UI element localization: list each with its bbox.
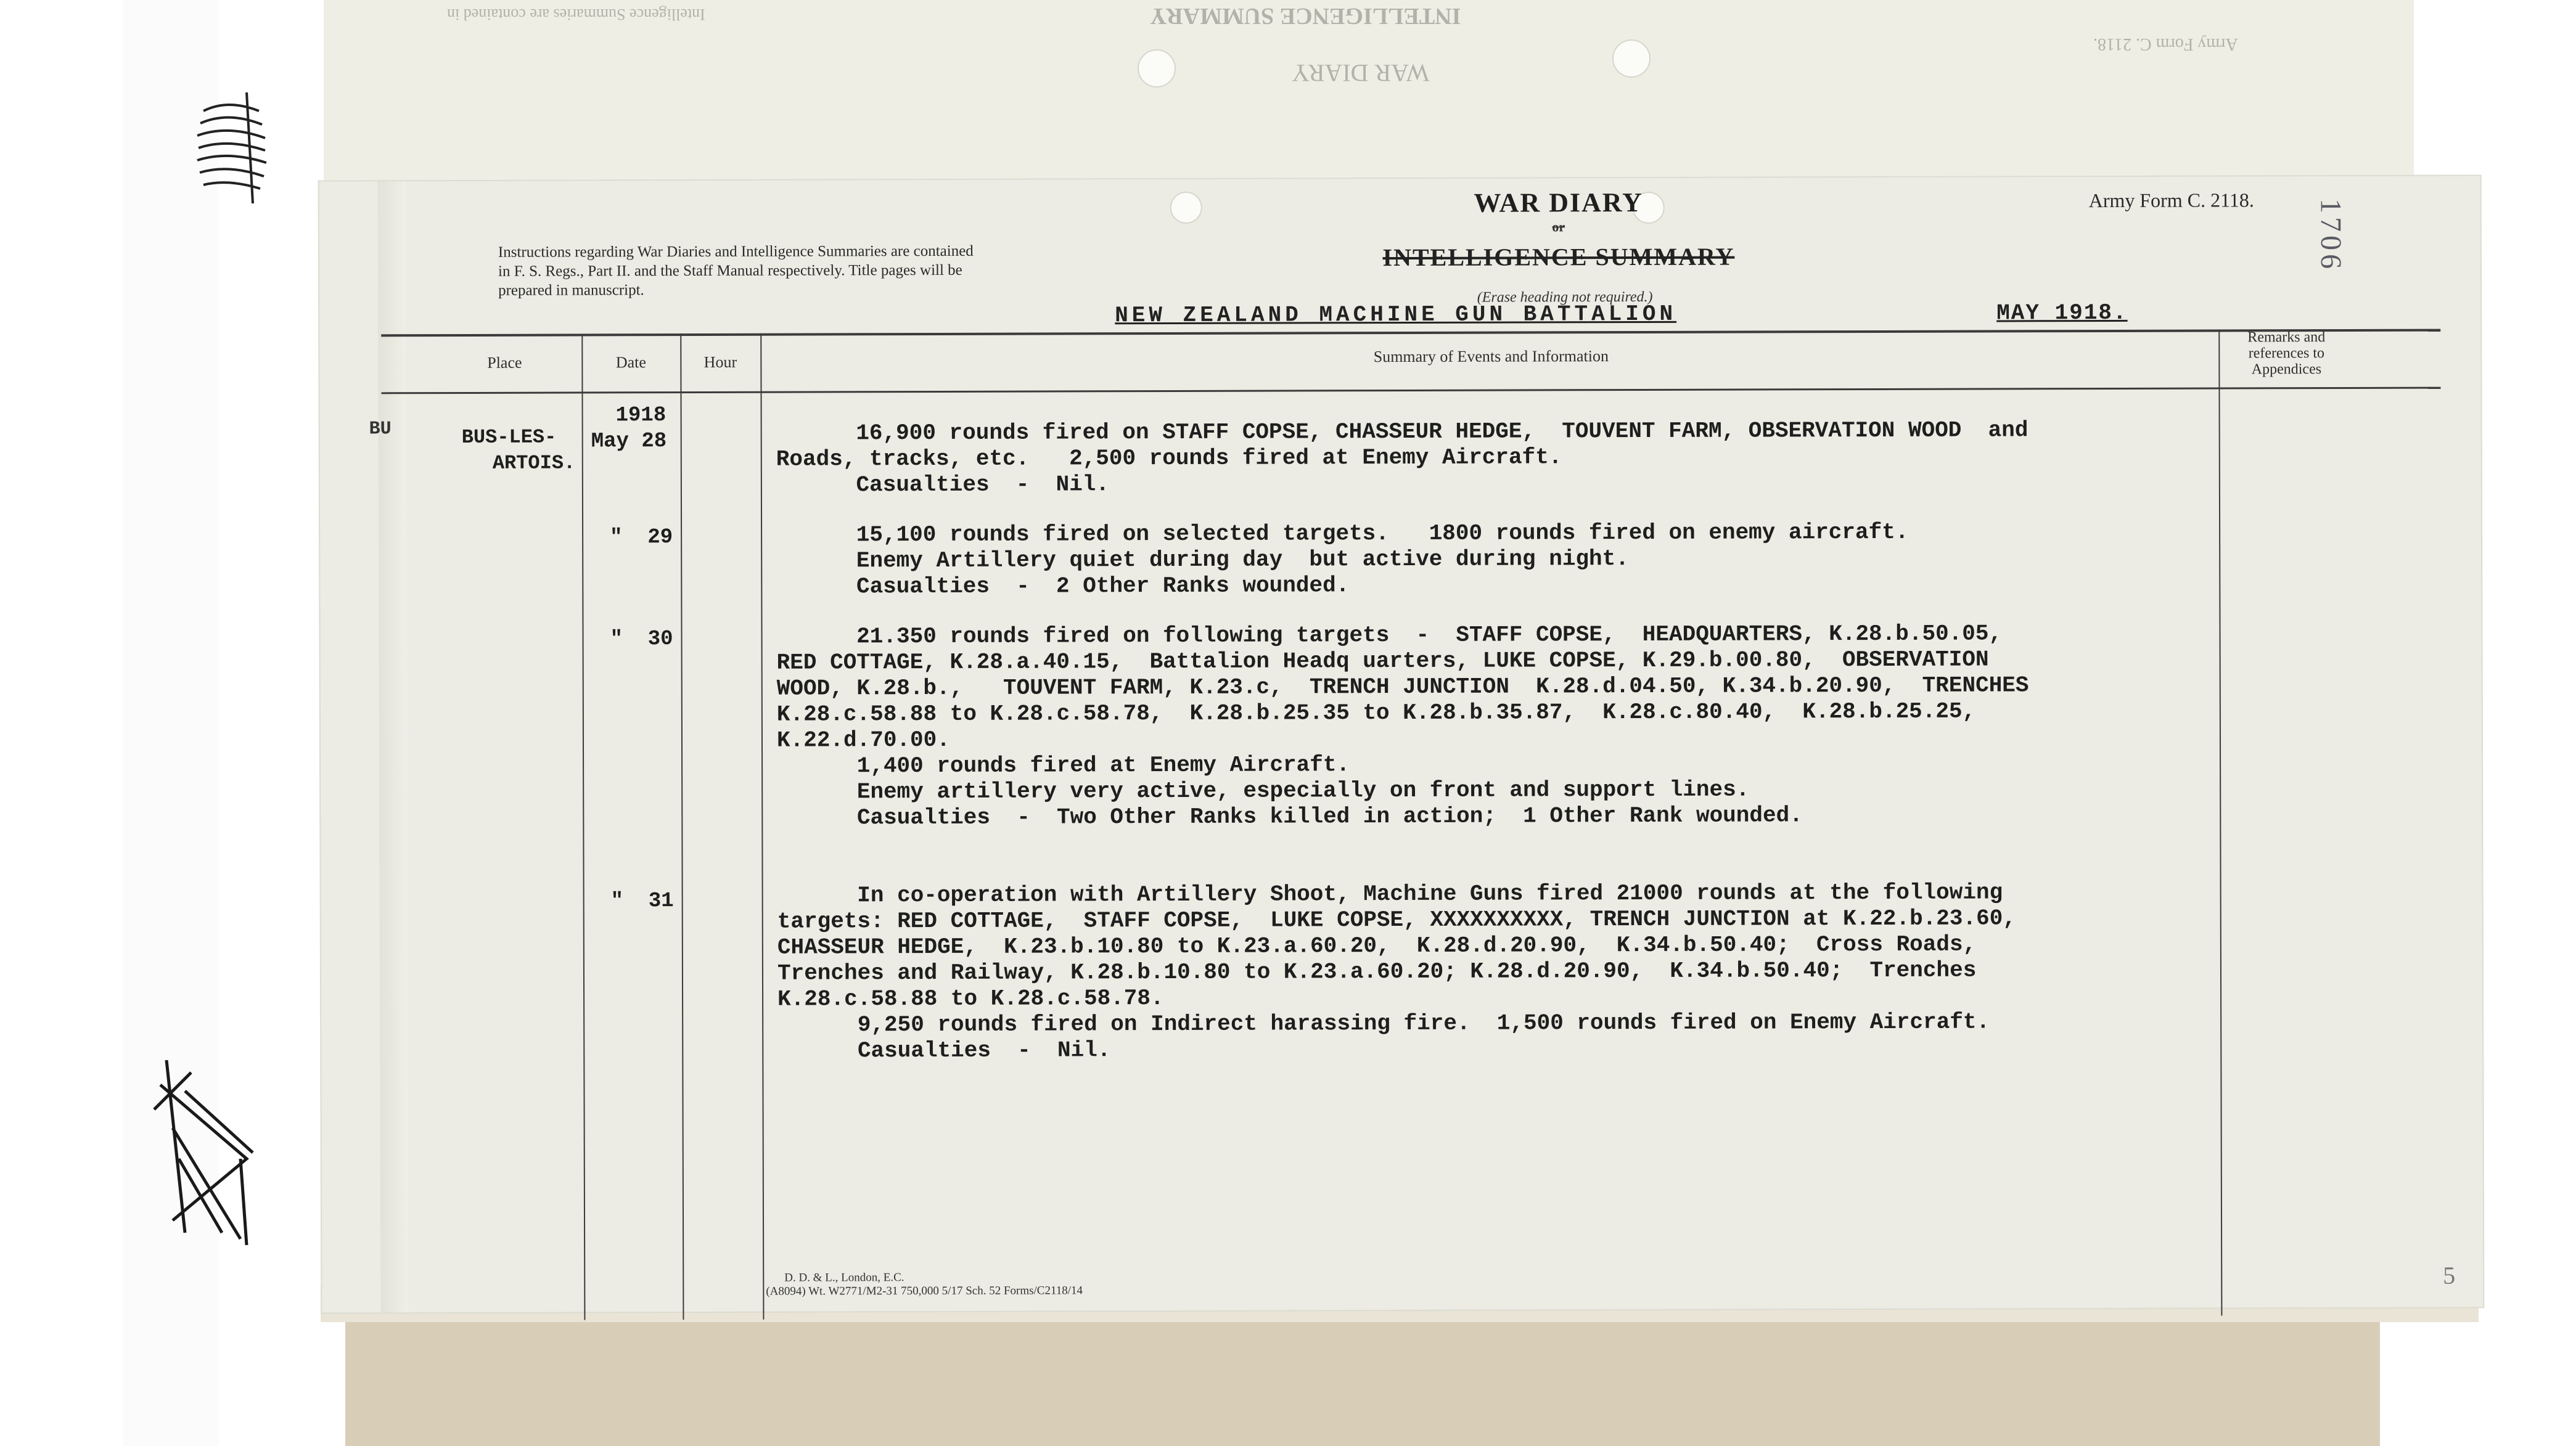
punch-hole <box>1138 49 1176 88</box>
col-header-hour: Hour <box>703 353 737 371</box>
summary-line: 1,400 rounds fired at Enemy Aircraft. <box>777 752 1350 779</box>
summary-line: Casualties - Nil. <box>776 472 1110 498</box>
summary-entry-may-31 <box>777 880 2017 1064</box>
summary-entry-may-29 <box>776 520 1909 600</box>
instructions-note: Instructions regarding War Diaries and Intelligence Summaries are contained in F. S. Regs., Part II. and the Staff Manual respectively. Title pages will be prepared in manuscript. <box>498 242 974 299</box>
summary-line: In co-operation with Artillery Shoot, Machine Guns fired 21000 rounds at the following <box>777 880 2003 909</box>
summary-line: K.28.c.58.88 to K.28.c.58.78. <box>777 986 1164 1012</box>
table-top-rule <box>381 329 2440 337</box>
subtitle-struck: INTELLIGENCE SUMMARY <box>1382 242 1735 272</box>
col-header-place: Place <box>487 353 522 372</box>
summary-line: 21.350 rounds fired on following targets - STAFF COPSE, HEADQUARTERS, K.28.b.50.05, <box>776 621 2003 650</box>
summary-line: 9,250 rounds fired on Indirect harassing fire. 1,500 rounds fired on Enemy Aircraft. <box>777 1009 1990 1038</box>
summary-line: K.22.d.70.00. <box>776 727 950 753</box>
table-header-rule <box>381 387 2440 394</box>
month-year: MAY 1918. <box>1996 300 2128 326</box>
col-divider-place <box>581 333 585 1320</box>
summary-line: WOOD, K.28.b., TOUVENT FARM, K.23.c, TRENCH JUNCTION K.28.d.04.50, K.34.b.20.90, TRENCHES <box>776 672 2029 701</box>
previous-page-edge <box>324 0 2414 183</box>
or-struck: or <box>1552 219 1565 235</box>
summary-line: 15,100 rounds fired on selected targets. 1800 rounds fired on enemy aircraft. <box>776 519 1909 548</box>
summary-line: Casualties - Nil. <box>777 1037 1111 1064</box>
mirror-text-1: Intelligence Summaries are contained in <box>447 6 705 23</box>
summary-line: Roads, tracks, etc. 2,500 rounds fired at Enemy Aircraft. <box>776 444 1562 472</box>
summary-line: Trenches and Railway, K.28.b.10.80 to K.23.a.60.20; K.28.d.20.90, K.34.b.50.40; Trenches <box>777 957 1977 986</box>
folder-backing <box>345 1307 2380 1446</box>
col-header-summary: Summary of Events and Information <box>1373 347 1609 366</box>
summary-line: targets: RED COTTAGE, STAFF COPSE, LUKE COPSE, XXXXXXXXXX, TRENCH JUNCTION at K.22.b.23.60, <box>777 905 2016 934</box>
row-date: 1918 May 28 <box>591 404 667 454</box>
summary-line: Casualties - 2 Other Ranks wounded. <box>776 573 1350 600</box>
row-place: BUS-LES- ARTOIS. <box>461 425 576 475</box>
summary-entry-may-28 <box>776 417 2028 498</box>
war-diary-sheet <box>319 176 2484 1312</box>
mirror-text-3: WAR DIARY <box>1292 59 1430 87</box>
mirror-text-2: INTELLIGENCE SUMMARY <box>1150 3 1461 29</box>
punch-hole <box>1170 192 1202 224</box>
page-title: WAR DIARY <box>1474 187 1643 218</box>
col-header-remarks: Remarks and references to Appendices <box>2247 329 2326 378</box>
sheet-fold <box>378 181 409 1312</box>
summary-line: Enemy Artillery quiet during day but active during night. <box>776 546 1629 574</box>
summary-line: Enemy artillery very active, especially on front and support lines. <box>777 777 1750 805</box>
summary-line: Casualties - Two Other Ranks killed in action; 1 Other Rank wounded. <box>777 803 1803 831</box>
col-header-date: Date <box>615 353 646 372</box>
erase-note: (Erase heading not required.) <box>1477 288 1653 306</box>
unit-name: NEW ZEALAND MACHINE GUN BATTALION <box>1115 301 1677 329</box>
row-date: " 29 <box>610 526 673 550</box>
summary-line: K.28.c.58.88 to K.28.c.58.78, K.28.b.25.35 to K.28.b.35.87, K.28.c.80.40, K.28.b.25.25, <box>776 698 1976 727</box>
army-form-number: Army Form C. 2118. <box>2088 189 2254 212</box>
summary-line: RED COTTAGE, K.28.a.40.15, Battalion Headq uarters, LUKE COPSE, K.29.b.00.80, OBSERVATION <box>776 647 1989 676</box>
col-divider-remarks <box>2218 330 2222 1316</box>
summary-line: 16,900 rounds fired on STAFF COPSE, CHASSEUR HEDGE, TOUVENT FARM, OBSERVATION WOOD and <box>776 417 2028 446</box>
col-divider-hour <box>760 333 764 1320</box>
margin-mark: BU <box>369 419 392 440</box>
row-date: " 31 <box>610 889 674 913</box>
pencil-scribble-bottom <box>148 1035 271 1251</box>
punch-hole <box>1612 39 1651 78</box>
mirror-text-4: Army Form C. 2118. <box>2093 35 2238 54</box>
summary-line: CHASSEUR HEDGE, K.23.b.10.80 to K.23.a.60.20, K.28.d.20.90, K.34.b.50.40; Cross Roads, <box>777 931 1977 960</box>
col-divider-date <box>680 333 684 1320</box>
folio-number: 1706 <box>2314 198 2348 273</box>
summary-entry-may-30 <box>776 621 2029 831</box>
printer-stamp: D. D. & L., London, E.C. (A8094) Wt. W2771/M2-31 750,000 5/17 Sch. 52 Forms/C2118/14 <box>766 1271 1083 1298</box>
corner-mark: 5 <box>2443 1261 2456 1289</box>
row-date: " 30 <box>610 627 673 652</box>
pencil-scribble-top <box>191 86 271 210</box>
